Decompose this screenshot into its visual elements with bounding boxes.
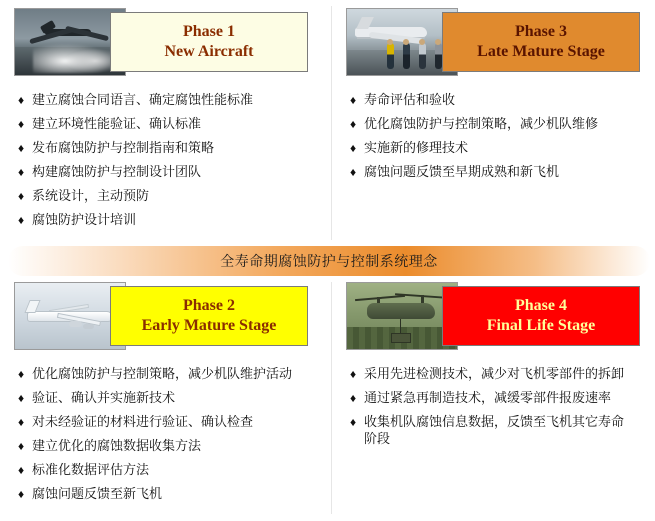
phase-1-title-line2: New Aircraft — [164, 43, 254, 60]
list-item — [350, 92, 650, 109]
list-item-label: 通过紧急再制造技术，减缓零部件报废速率 — [364, 391, 612, 406]
list-item — [18, 438, 326, 455]
list-item-label: 建立腐蚀合同语言、确定腐蚀性能标准 — [32, 93, 254, 108]
phase-2-title-line1: Phase 2 — [183, 296, 235, 314]
phase-3-header — [340, 8, 650, 80]
list-item — [350, 116, 650, 133]
quadrant-phase-1 — [8, 8, 326, 240]
list-item — [350, 390, 650, 407]
diamond-bullet-icon: ♦ — [18, 93, 25, 107]
list-item-label: 收集机队腐蚀信息数据，反馈至飞机其它寿命阶段 — [364, 415, 625, 447]
diamond-bullet-icon: ♦ — [18, 367, 25, 381]
list-item — [350, 414, 650, 448]
diamond-bullet-icon: ♦ — [350, 391, 357, 405]
diamond-bullet-icon: ♦ — [350, 165, 357, 179]
list-item — [18, 366, 326, 383]
diamond-bullet-icon: ♦ — [350, 367, 357, 381]
phase-1-header — [8, 8, 326, 80]
list-item — [18, 414, 326, 431]
list-item-label: 优化腐蚀防护与控制策略，减少机队维修 — [364, 117, 599, 132]
list-item-label: 腐蚀问题反馈至早期成熟和新飞机 — [364, 165, 560, 180]
list-item-label: 验证、确认并实施新技术 — [32, 391, 176, 406]
list-item — [18, 212, 326, 229]
phase-4-title-line2: Final Life Stage — [486, 317, 596, 334]
phase-4-header — [340, 282, 650, 354]
diamond-bullet-icon: ♦ — [18, 141, 25, 155]
list-item-label: 建立环境性能验证、确认标准 — [32, 117, 202, 132]
list-item-label: 系统设计，主动预防 — [32, 189, 150, 204]
diamond-bullet-icon: ♦ — [18, 463, 25, 477]
list-item-label: 标准化数据评估方法 — [32, 463, 150, 478]
list-item-label: 寿命评估和验收 — [364, 93, 456, 108]
diamond-bullet-icon: ♦ — [18, 391, 25, 405]
phase-1-bullet-list — [8, 92, 326, 229]
phase-2-title-plate — [110, 286, 308, 346]
diamond-bullet-icon: ♦ — [18, 415, 25, 429]
phase-4-title-line1: Phase 4 — [515, 296, 567, 314]
diamond-bullet-icon: ♦ — [18, 439, 25, 453]
diamond-bullet-icon: ♦ — [18, 487, 25, 501]
phase-3-bullet-list — [340, 92, 650, 181]
diamond-bullet-icon: ♦ — [18, 189, 25, 203]
phase-3-title-line1: Phase 3 — [515, 22, 567, 40]
diamond-bullet-icon: ♦ — [18, 117, 25, 131]
diamond-bullet-icon: ♦ — [18, 165, 25, 179]
list-item — [18, 462, 326, 479]
phase-4-bullet-list — [340, 366, 650, 448]
quadrant-phase-2 — [8, 282, 326, 514]
list-item — [350, 164, 650, 181]
list-item-label: 优化腐蚀防护与控制策略，减少机队维护活动 — [32, 367, 293, 382]
list-item — [18, 390, 326, 407]
diamond-bullet-icon: ♦ — [350, 415, 357, 429]
list-item-label: 构建腐蚀防护与控制设计团队 — [32, 165, 202, 180]
list-item-label: 腐蚀问题反馈至新飞机 — [32, 487, 163, 502]
diamond-bullet-icon: ♦ — [18, 213, 25, 227]
phase-3-title-line2: Late Mature Stage — [477, 43, 605, 60]
list-item-label: 实施新的修理技术 — [364, 141, 469, 156]
quadrant-phase-4 — [340, 282, 650, 514]
phase-1-title-line1: Phase 1 — [183, 22, 235, 40]
diamond-bullet-icon: ♦ — [350, 141, 357, 155]
diamond-bullet-icon: ♦ — [350, 93, 357, 107]
list-item-label: 腐蚀防护设计培训 — [32, 213, 137, 228]
list-item — [18, 116, 326, 133]
phase-1-title-plate — [110, 12, 308, 72]
list-item — [18, 164, 326, 181]
phase-2-bullet-list — [8, 366, 326, 503]
list-item-label: 建立优化的腐蚀数据收集方法 — [32, 439, 202, 454]
list-item — [18, 188, 326, 205]
list-item — [18, 140, 326, 157]
phase-4-title-plate — [442, 286, 640, 346]
phase-2-header — [8, 282, 326, 354]
lifecycle-concept-banner-label: 全寿命期腐蚀防护与控制系统理念 — [220, 254, 438, 270]
vertical-divider-top — [331, 6, 332, 240]
list-item-label: 采用先进检测技术，减少对飞机零部件的拆卸 — [364, 367, 625, 382]
list-item — [350, 366, 650, 383]
list-item — [18, 92, 326, 109]
list-item-label: 对未经验证的材料进行验证、确认检查 — [32, 415, 254, 430]
list-item — [350, 140, 650, 157]
list-item — [18, 486, 326, 503]
lifecycle-concept-banner — [8, 246, 650, 276]
phase-3-title-plate — [442, 12, 640, 72]
quadrant-phase-3 — [340, 8, 650, 240]
diamond-bullet-icon: ♦ — [350, 117, 357, 131]
phase-2-title-line2: Early Mature Stage — [141, 317, 277, 334]
list-item-label: 发布腐蚀防护与控制指南和策略 — [32, 141, 215, 156]
vertical-divider-bottom — [331, 282, 332, 514]
